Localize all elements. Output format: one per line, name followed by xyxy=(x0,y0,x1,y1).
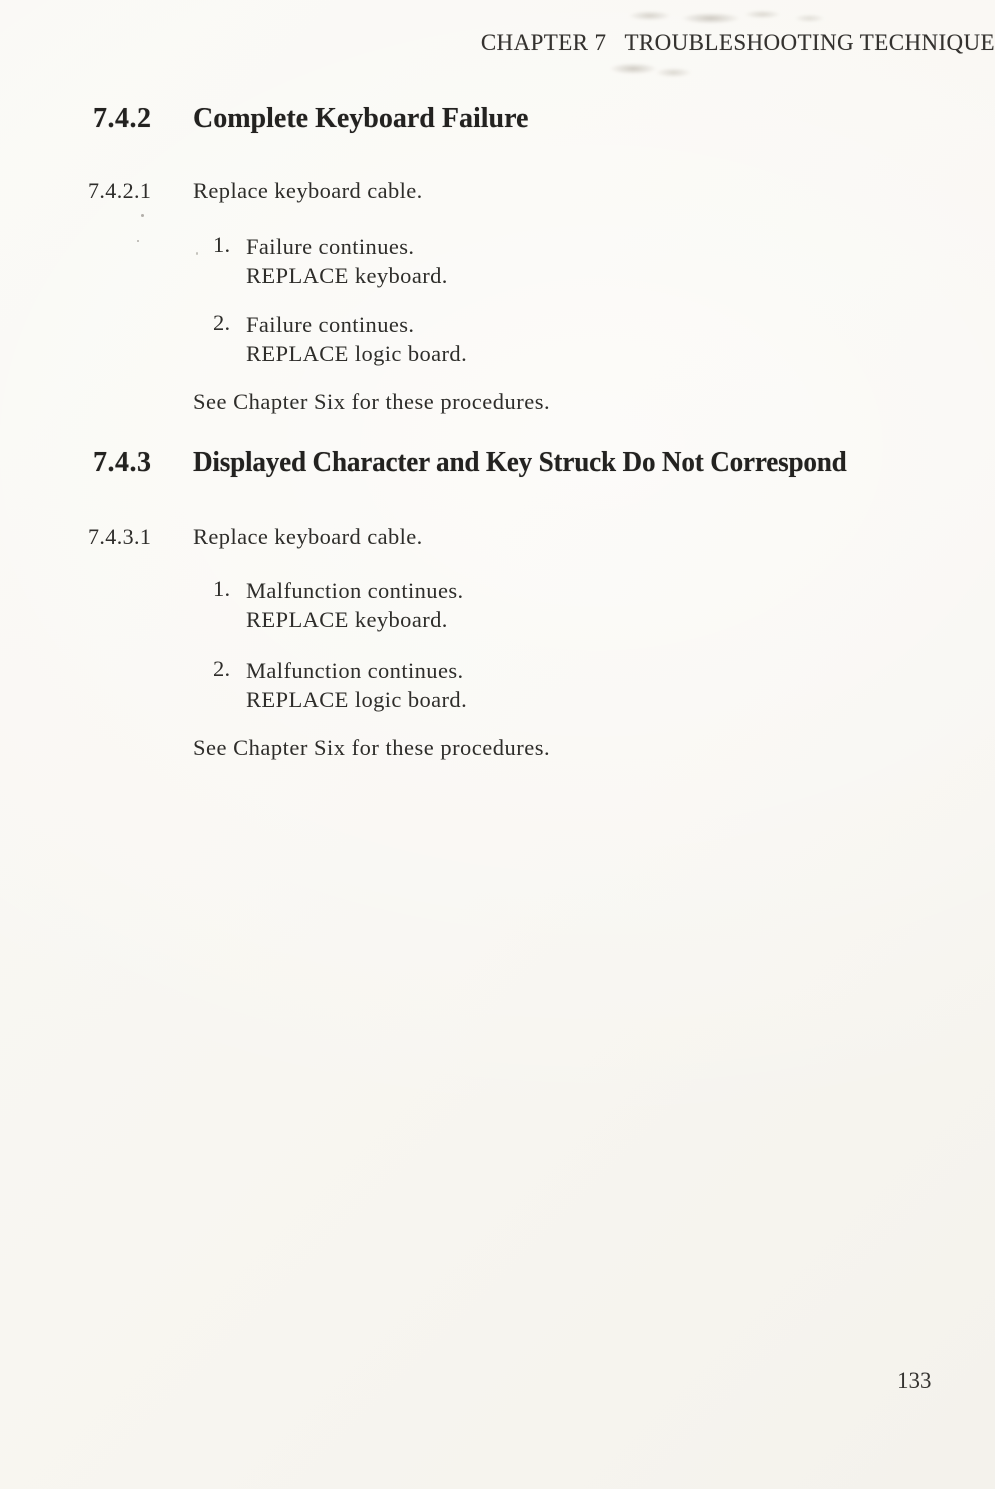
section-title: Complete Keyboard Failure xyxy=(193,103,529,134)
step-item xyxy=(213,310,467,368)
step-text xyxy=(246,656,467,714)
subsection-number: 7.4.2.1 xyxy=(88,178,152,203)
step-item xyxy=(213,656,467,714)
step-result: Failure continues. xyxy=(246,234,415,259)
section-heading-743 xyxy=(0,447,995,483)
section-number: 7.4.3 xyxy=(93,447,152,478)
step-marker: 1. xyxy=(213,576,231,601)
step-item xyxy=(213,232,448,290)
section-number: 7.4.2 xyxy=(93,103,152,134)
procedures-note: See Chapter Six for these procedures. xyxy=(193,735,551,760)
scan-smudge-under-header xyxy=(593,57,708,83)
step-action: REPLACE logic board. xyxy=(246,341,468,366)
section-title: Displayed Character and Key Struck Do Not Correspond xyxy=(193,447,847,478)
step-result: Malfunction continues. xyxy=(246,578,464,603)
section-heading-742 xyxy=(0,103,995,139)
scan-speck xyxy=(196,252,198,255)
step-marker: 2. xyxy=(213,656,231,681)
step-result: Failure continues. xyxy=(246,312,415,337)
subsection-instruction: Replace keyboard cable. xyxy=(193,178,423,203)
step-item xyxy=(213,576,464,634)
step-marker: 2. xyxy=(213,310,231,335)
step-text xyxy=(246,310,467,368)
step-action: REPLACE logic board. xyxy=(246,687,468,712)
subsection-instruction: Replace keyboard cable. xyxy=(193,524,423,549)
scan-smudge-top xyxy=(598,4,833,30)
step-action: REPLACE keyboard. xyxy=(246,607,448,632)
step-action: REPLACE keyboard. xyxy=(246,263,448,288)
running-header-title: TROUBLESHOOTING TECHNIQUE xyxy=(624,30,995,55)
step-result: Malfunction continues. xyxy=(246,658,464,683)
step-marker: 1. xyxy=(213,232,231,257)
step-text xyxy=(246,232,448,290)
procedures-note: See Chapter Six for these procedures. xyxy=(193,389,551,414)
running-header-chapter: CHAPTER 7 xyxy=(480,30,607,55)
scan-speck xyxy=(137,240,139,242)
step-text xyxy=(246,576,464,634)
running-header xyxy=(0,30,995,56)
page-number: 133 xyxy=(897,1368,932,1393)
subsection-number: 7.4.3.1 xyxy=(88,524,152,549)
scan-speck xyxy=(141,214,144,217)
